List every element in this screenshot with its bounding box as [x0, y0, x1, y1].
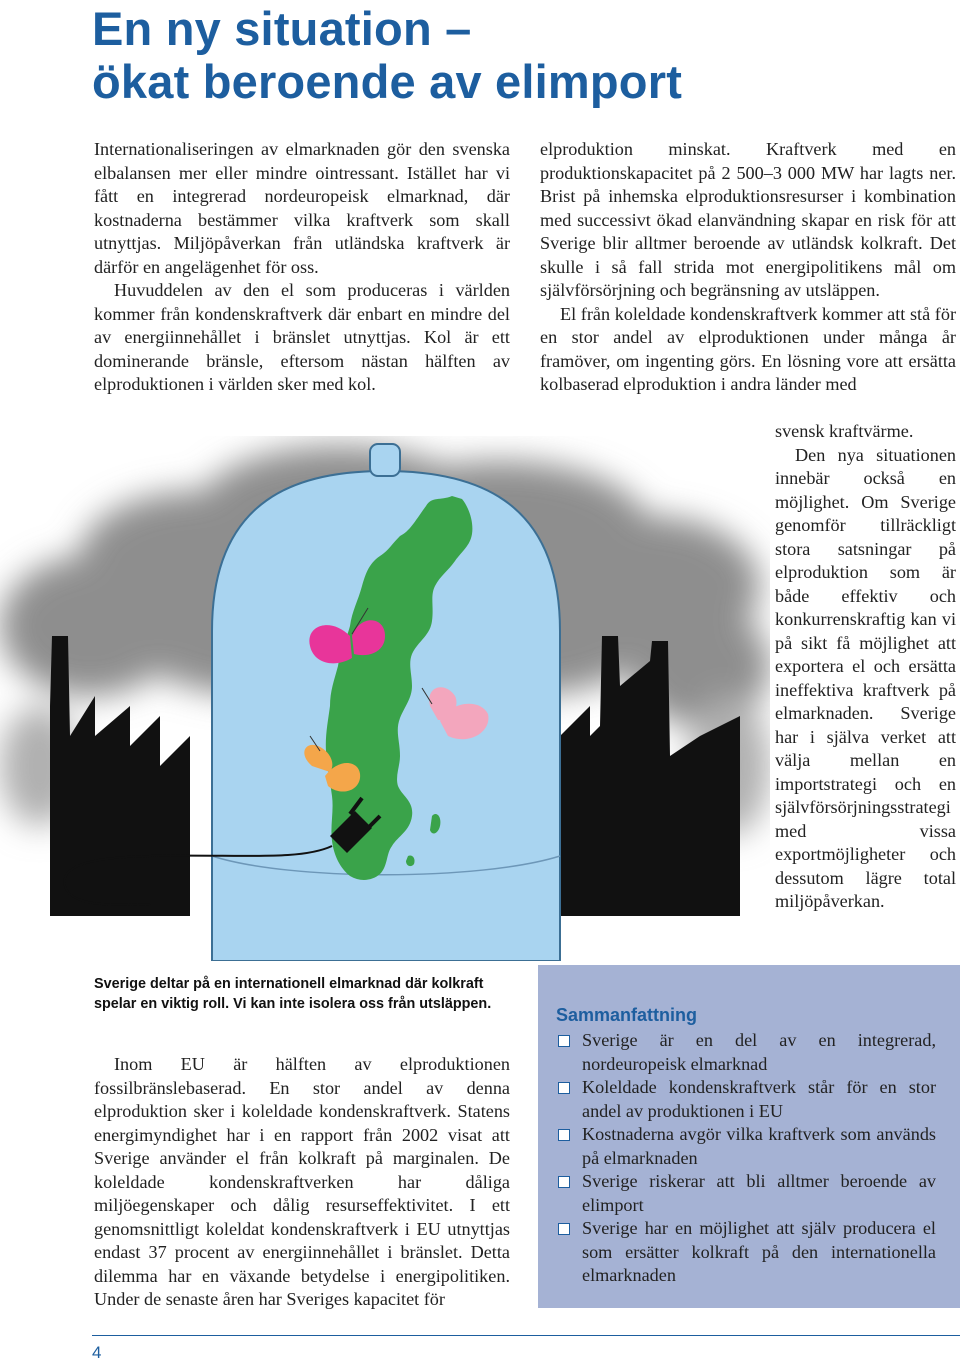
paragraph: Inom EU är hälften av elproduktionen fossilbränslebaserad. En stor andel av denna elproduktion sker i koleldade kondenskraftverk. Statens energimyndighet har i en rapport från 2002 visat att Sverige använder el från kolkraft på marginalen. De koleldade kondenskraftverken har dåliga miljöegenskaper och dålig resurseffektivitet. I ett genomsnittligt koleldat kondenskraftverk i EU utnyttjas endast 37 procent av energiinnehållet i bränslet. Detta dilemma har en växande betydelse i energipolitiken. Under de senaste åren har Sveriges kapacitet för — [94, 1054, 510, 1309]
summary-item: Sverige är en del av en integrerad, nordeuropeisk elmarknad — [556, 1029, 936, 1076]
summary-title: Sammanfattning — [556, 1005, 698, 1025]
summary-list — [556, 1029, 936, 1288]
page-title — [92, 2, 892, 108]
paragraph: elproduktion minskat. Kraftverk med en produktionskapacitet på 2 500–3 000 MW har lagts ner. Brist på inhemska elproduktionsresurser i kombination med successivt ökad elanvändning skapar en risk för att Sverige blir alltmer beroende av utländsk kolkraft. Det skulle i så fall strida mot energipolitikens mål om självförsörjning och begränsning av utsläppen. — [540, 139, 956, 300]
summary-item: Koleldade kondenskraftverk står för en stor andel av produktionen i EU — [556, 1076, 936, 1123]
page-number: 4 — [92, 1343, 102, 1362]
paragraph: Huvuddelen av den el som produceras i världen kommer från kondenskraftverk där enbart en mindre del av energiinnehållet i bränslet utnyttjas. Kol är ett dominerande bränsle, eftersom nästan hälften av elproduktionen i världen sker med kol. — [94, 280, 510, 394]
summary-item: Kostnaderna avgör vilka kraftverk som används på elmarknaden — [556, 1123, 936, 1170]
paragraph-continuation: svensk kraftvärme. — [775, 421, 914, 441]
bottom-left-column — [94, 1053, 510, 1312]
summary-box — [538, 965, 960, 1308]
page-title-line-2: ökat beroende av elimport — [92, 55, 683, 108]
left-column — [94, 138, 510, 397]
paragraph: El från koleldade kondenskraftverk kommer att stå för en stor andel av elproduktionen under många år framöver, om ingenting görs. En lösning vore att ersätta kolbaserad elproduktion i andra länder med — [540, 303, 956, 394]
summary-item: Sverige har en möjlighet att själv producera el som ersätter kolkraft på den internationella elmarknaden — [556, 1217, 936, 1288]
figure-caption: Sverige deltar på en internationell elmarknad där kolkraft spelar en viktig roll. Vi kan inte isolera oss från utsläppen. — [94, 976, 492, 1012]
checkbox-bullet-icon — [558, 1176, 570, 1188]
checkbox-bullet-icon — [558, 1035, 570, 1047]
right-column-narrow — [775, 420, 956, 914]
paragraph: Internationaliseringen av elmarknaden gör den svenska elbalansen mer eller mindre ointressant. Istället har vi fått en integrerad nordeuropeisk elmarknad, där kostnaderna bestämmer vilka kraftverk som skall utnyttjas. Miljöpåverkan från utländska kraftverk är därför en angelägenhet för oss. — [94, 139, 510, 277]
checkbox-bullet-icon — [558, 1082, 570, 1094]
checkbox-bullet-icon — [558, 1223, 570, 1235]
footer-rule — [92, 1335, 960, 1336]
summary-item: Sverige riskerar att bli alltmer beroende av elimport — [556, 1170, 936, 1217]
paragraph: Den nya situationen innebär också en möjlighet. Om Sverige genomför tillräckligt stora satsningar på elproduktion som är både effektiv och konkurrenskraftig kan vi på sikt få möjlighet att exportera el och ersätta ineffektiva kraftverk på elmarknaden. Sverige har i själva verket att välja mellan en importstrategi och en självförsörjningsstrategi med vissa exportmöjligheter och dessutom lägre total miljöpåverkan. — [775, 444, 956, 911]
right-column — [540, 138, 956, 397]
bell-jar-illustration — [0, 436, 770, 961]
checkbox-bullet-icon — [558, 1129, 570, 1141]
page-title-line-1: En ny situation – — [92, 2, 472, 55]
